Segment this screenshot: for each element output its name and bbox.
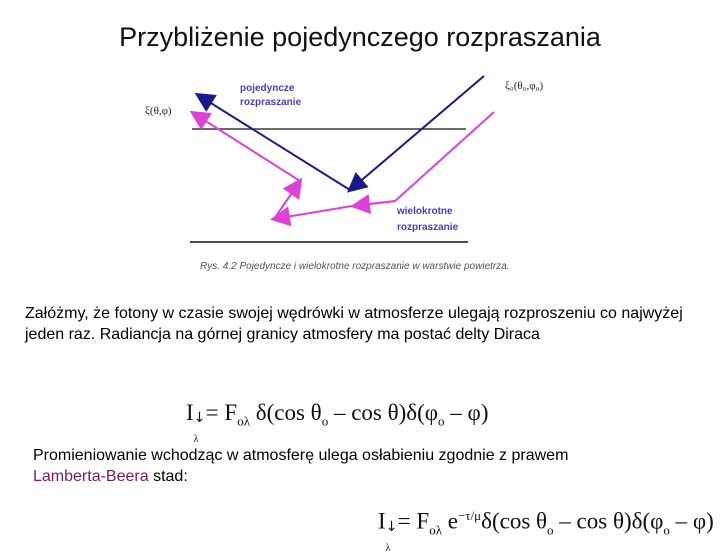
lambert-beer-link[interactable]: Lamberta-Beera — [33, 468, 149, 485]
label-single-1: pojedyncze — [240, 83, 295, 94]
label-multiple-1: wielokrotne — [397, 206, 453, 217]
multiple-scatter-path — [352, 112, 494, 206]
label-multiple-2: rozpraszanie — [397, 222, 459, 233]
equation-dirac: I ↓ λ = $F_{o\lambda}$ δ(cos $\theta_o$ – $\cos \theta)\delta(\varphi_o - \varphi)$ — [186, 400, 489, 445]
equation-attenuated: I ↓ λ = $F_{o\lambda}$ $e^{-\tau/\mu}\delta(\cos$ $\theta_o$ – $\cos \theta)\delta(\varphi_o - \varphi)$ — [378, 508, 714, 554]
single-scatter-outgoing — [198, 95, 350, 190]
math-left: ξ(θ,φ) — [145, 105, 172, 117]
single-scatter-incoming — [350, 76, 484, 190]
paragraph-single-scattering: Załóżmy, że fotony w czasie swojej wędrówki w atmosferze ulegają rozproszeniu co najwyżej jeden raz. Radiancja na górnej granicy atmosfery ma postać delty Diraca — [25, 305, 683, 343]
figure-caption: Rys. 4.2 Pojedyncze i wielokrotne rozpraszanie w warstwie powietrza. — [200, 261, 510, 272]
slide-title: Przybliżenie pojedynczego rozpraszania — [119, 22, 601, 52]
math-right: ξ₀(θ₀,φ₀) — [505, 80, 544, 92]
paragraph-lambert-beer: Promieniowanie wchodząc w atmosferę ulega osłabieniu zgodnie z prawem Lamberta-Beera stad: — [33, 447, 569, 485]
label-single-2: rozpraszanie — [240, 97, 302, 108]
